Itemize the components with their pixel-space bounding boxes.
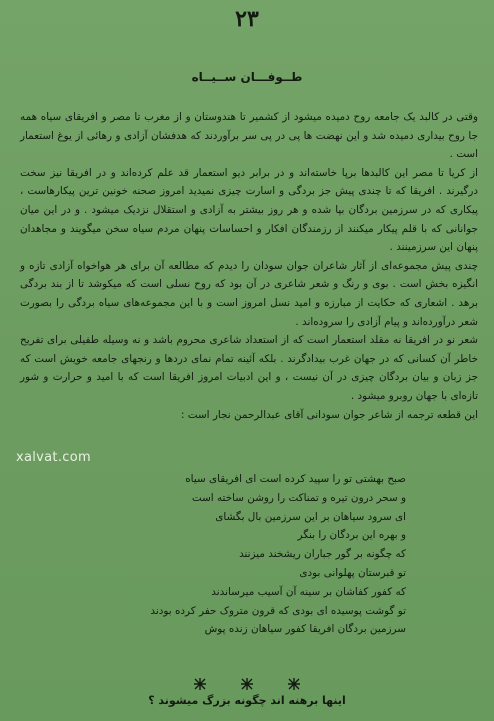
poem-verse: و بهره این بردگان را بنگر — [297, 529, 406, 542]
paragraph: چندی پیش مجموعه‌ای از آثار شاعران جوان سودان را دیدم که مطالعه آن برای هر هواخواه آزادی تازه و انگیزه بخش است . بوی و رنگ و شعر شاعری در آن بود که روح نسلی است که میکوشد تا از بند بردگی برهد . اشعاری که حکایت از مبارزه و امید نسل امروز است و با این مجموعه‌های سیاه بردگی را بصورت شعر درآورده‌اند و پیام آزادی را سروده‌اند . — [20, 259, 478, 328]
poem — [86, 470, 406, 639]
ornament-row — [0, 676, 494, 695]
poem-verse: تو قبرستان پهلوانی بودی — [299, 566, 406, 579]
watermark-link[interactable]: xalvat.com — [16, 450, 91, 465]
poem-verse: که چگونه بر گور جباران ریشخند میزنند — [239, 548, 406, 561]
paragraph: از کریا تا مصر این کالبدها برپا خاسته‌اند و در برابر دیو استعمار قد علم کرده‌اند و در افریقا نیز سخت درگیرند . افریقا که تا چندی پیش جز بردگی و اسارت چیزی نمیدید امروز صحنه خونین ترین پیکارهاست ، پیکاری که در سرزمین بردگان بپا شده و هر روز بیشتر به آزادی و استقلال نزدیک میشود . و در این میان جوانانی که با قلم پیکار میکنند از رزمندگان افکار و احساسات پنهان مردم سیاه سخن میگویند و مجاهدان پنهان این سرزمینند . — [20, 166, 478, 254]
ornament-star-icon — [287, 677, 301, 695]
ornament-star-icon — [240, 677, 254, 695]
closing-line: اینها برهنه اند چگونه بزرگ میشوند ؟ — [148, 694, 346, 707]
poem-verse: تو گوشت پوسیده ای بودی که قرون متروک حفر کرده بودند — [150, 604, 406, 617]
paragraph: شعر نو در افریقا نه مقلد استعمار است که از استعداد شاعری محروم باشد و نه وسیله طفیلی برای تفریح خاطر آن کسانی که در جهان غرب بیدادگرند . بلکه آئینه تمام نمای دردها و رنجهای جامعه خویش است که جز زبان و بیان بردگان چیزی در آن نیست ، و این ادبیات امروز افریقا است که با امید و حرارت و شور تازه‌ای با جهان روبرو میشود . — [20, 334, 478, 402]
paragraph: وقتی در کالبد یک جامعه روح دمیده میشود از کشمیر تا هندوستان و از مغرب تا مصر و افریقای سیاه همه جا روح بیداری دمیده شد و این نهضت ها پی در پی سر برآوردند که هدفشان آزادی و رهائی از یوغ استعمار است . — [20, 111, 478, 161]
ornament-star-icon — [193, 677, 207, 695]
poem-verse: ای سرود سیاهان بر این سرزمین بال بگشای — [215, 510, 406, 523]
page-number: ۲۳ — [235, 6, 259, 32]
paragraph-poem-intro: این قطعه ترجمه از شاعر جوان سودانی آقای عبدالرحمن نجار است : — [180, 408, 478, 421]
article-body — [20, 108, 478, 424]
poem-verse: صبح بهشتی تو را سپید کرده است ای افریقای سیاه — [185, 473, 406, 485]
title-divider — [150, 88, 344, 89]
page-title: طــوفـــان ســیــاه — [191, 70, 303, 84]
poem-verse: سرزمین بردگان افریقا کفور سیاهان زنده پوش — [204, 623, 406, 636]
poem-verse: و سحر درون تیره و تمناکت را روشن ساخته است — [191, 491, 406, 504]
poem-verse: که کفور کفاشان بر سینه آن آسیب میرساندند — [211, 585, 406, 598]
